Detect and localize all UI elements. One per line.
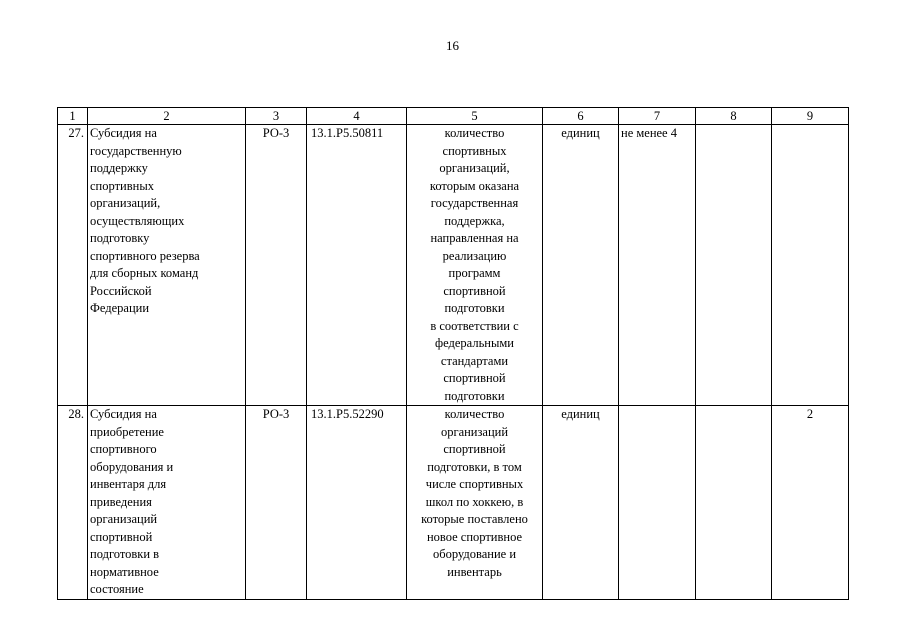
- header-cell: 5: [407, 108, 543, 125]
- text-line: спортивной: [443, 371, 506, 385]
- text-line: организаций: [90, 512, 158, 526]
- subsidy-name: [88, 125, 246, 406]
- text-line: подготовки: [444, 301, 505, 315]
- text-line: реализацию: [442, 248, 507, 263]
- header-cell: 4: [307, 108, 407, 125]
- row-number: 28.: [58, 406, 88, 600]
- text-line: состояние: [90, 582, 144, 596]
- text-line: поддержку: [90, 161, 148, 175]
- page-number: 16: [446, 38, 459, 53]
- text-line: Субсидия на: [90, 126, 157, 140]
- text-line: инвентаря для: [90, 477, 167, 491]
- text-line: которым оказана: [429, 178, 520, 193]
- text-line: организаций,: [439, 161, 510, 175]
- indicator-text: [407, 125, 543, 406]
- unit: единиц: [543, 125, 619, 406]
- text-line: которые поставлено: [421, 512, 528, 526]
- text-line: федеральными: [435, 336, 514, 350]
- col7-value: [619, 406, 696, 600]
- header-cell: 6: [543, 108, 619, 125]
- text-line: организаций,: [90, 196, 161, 210]
- header-cell: 3: [246, 108, 307, 125]
- indicator-text: [407, 406, 543, 600]
- text-line: подготовки в: [90, 547, 160, 561]
- col8-value: [696, 406, 772, 600]
- text-line: количество: [444, 126, 505, 140]
- text-line: школ по хоккею, в: [425, 494, 524, 509]
- table-row: [58, 406, 849, 600]
- text-line: поддержка,: [444, 213, 505, 228]
- header-cell: 2: [88, 108, 246, 125]
- table-header-row: [58, 108, 849, 125]
- text-line: числе спортивных: [425, 477, 524, 491]
- header-cell: 7: [619, 108, 696, 125]
- text-line: оборудование и: [432, 547, 517, 561]
- text-line: подготовку: [90, 231, 150, 245]
- text-line: спортивных: [442, 143, 507, 158]
- text-line: инвентарь: [447, 564, 502, 579]
- text-line: спортивной: [443, 442, 506, 456]
- col3-code: РО-3: [246, 125, 307, 406]
- text-line: нормативное: [90, 564, 159, 579]
- text-line: подготовки: [444, 388, 505, 403]
- text-line: в соответствии с: [430, 318, 519, 333]
- text-line: спортивного резерва: [90, 248, 200, 263]
- text-line: стандартами: [440, 353, 509, 368]
- text-line: государственная: [430, 196, 519, 210]
- text-line: спортивных: [90, 178, 154, 193]
- text-line: программ: [448, 266, 501, 280]
- col7-value: не менее 4: [619, 125, 696, 406]
- table-row: [58, 125, 849, 406]
- text-line: осуществляющих: [90, 213, 185, 228]
- row-number: 27.: [58, 125, 88, 406]
- text-line: приобретение: [90, 424, 164, 439]
- text-line: государственную: [90, 143, 182, 158]
- unit: единиц: [543, 406, 619, 600]
- header-cell: 1: [58, 108, 88, 125]
- header-cell: 8: [696, 108, 772, 125]
- text-line: спортивной: [443, 283, 506, 298]
- col3-code: РО-3: [246, 406, 307, 600]
- col4-code: 13.1.Р5.50811: [307, 125, 407, 406]
- text-line: новое спортивное: [426, 529, 523, 544]
- subsidy-name: [88, 406, 246, 600]
- col4-code: 13.1.Р5.52290: [307, 406, 407, 600]
- col9-value: 2: [772, 406, 849, 600]
- text-line: оборудования и: [90, 459, 174, 474]
- text-line: количество: [444, 407, 505, 421]
- data-table: [57, 107, 849, 600]
- text-line: организаций: [440, 424, 509, 439]
- header-cell: 9: [772, 108, 849, 125]
- text-line: Субсидия на: [90, 407, 157, 421]
- text-line: приведения: [90, 494, 152, 509]
- text-line: направленная на: [430, 231, 519, 245]
- col8-value: [696, 125, 772, 406]
- text-line: спортивного: [90, 442, 157, 456]
- text-line: Российской: [90, 283, 152, 298]
- text-line: Федерации: [90, 301, 150, 315]
- text-line: подготовки, в том: [427, 459, 522, 474]
- text-line: для сборных команд: [90, 266, 199, 280]
- col9-value: [772, 125, 849, 406]
- text-line: спортивной: [90, 529, 153, 544]
